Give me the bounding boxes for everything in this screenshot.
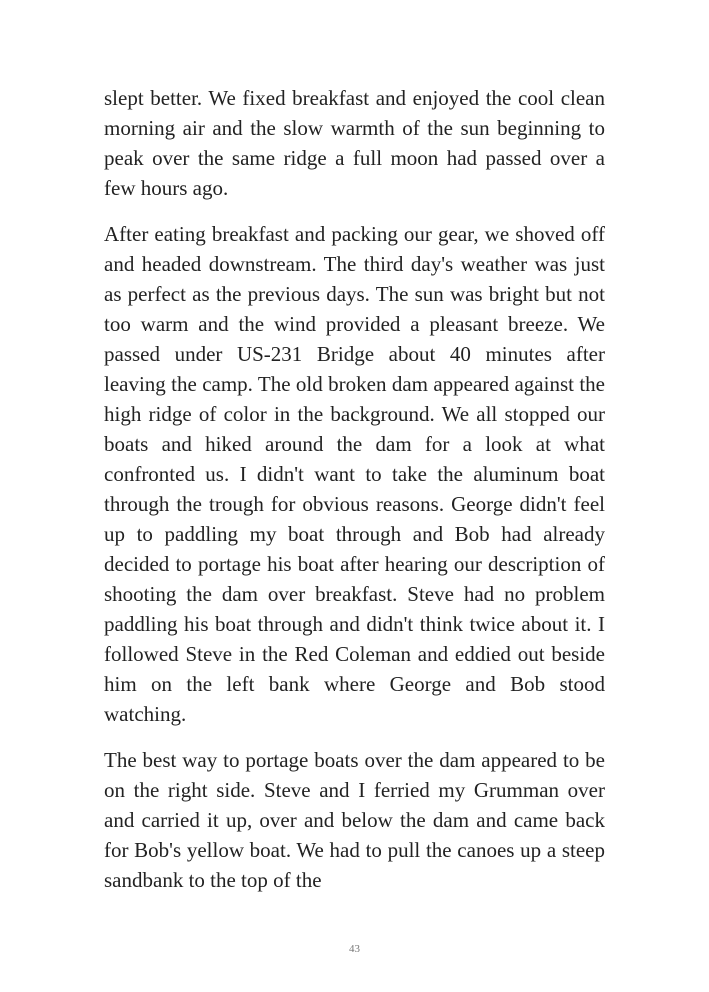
- body-text: [104, 83, 605, 911]
- paragraph-2: After eating breakfast and packing our gear, we shoved off and headed downstream. The third day's weather was just as perfect as the previous days. The sun was bright but not too warm and the wind provided a pleasant breeze. We passed under US-231 Bridge about 40 minutes after leaving the camp. The old broken dam appeared against the high ridge of color in the background. We all stopped our boats and hiked around the dam for a look at what confronted us. I didn't want to take the aluminum boat through the trough for obvious reasons. George didn't feel up to paddling my boat through and Bob had already decided to portage his boat after hearing our description of shooting the dam over breakfast. Steve had no problem paddling his boat through and didn't think twice about it. I followed Steve in the Red Coleman and eddied out beside him on the left bank where George and Bob stood watching.: [104, 222, 605, 726]
- page-number: 43: [349, 943, 360, 955]
- paragraph-3: The best way to portage boats over the dam appeared to be on the right side. Steve and I ferried my Grumman over and carried it up, over and below the dam and came back for Bob's yellow boat. We had to pull the canoes up a steep sandbank to the top of the: [104, 748, 605, 892]
- paragraph-1: slept better. We fixed breakfast and enjoyed the cool clean morning air and the slow warmth of the sun beginning to peak over the same ridge a full moon had passed over a few hours ago.: [104, 86, 605, 200]
